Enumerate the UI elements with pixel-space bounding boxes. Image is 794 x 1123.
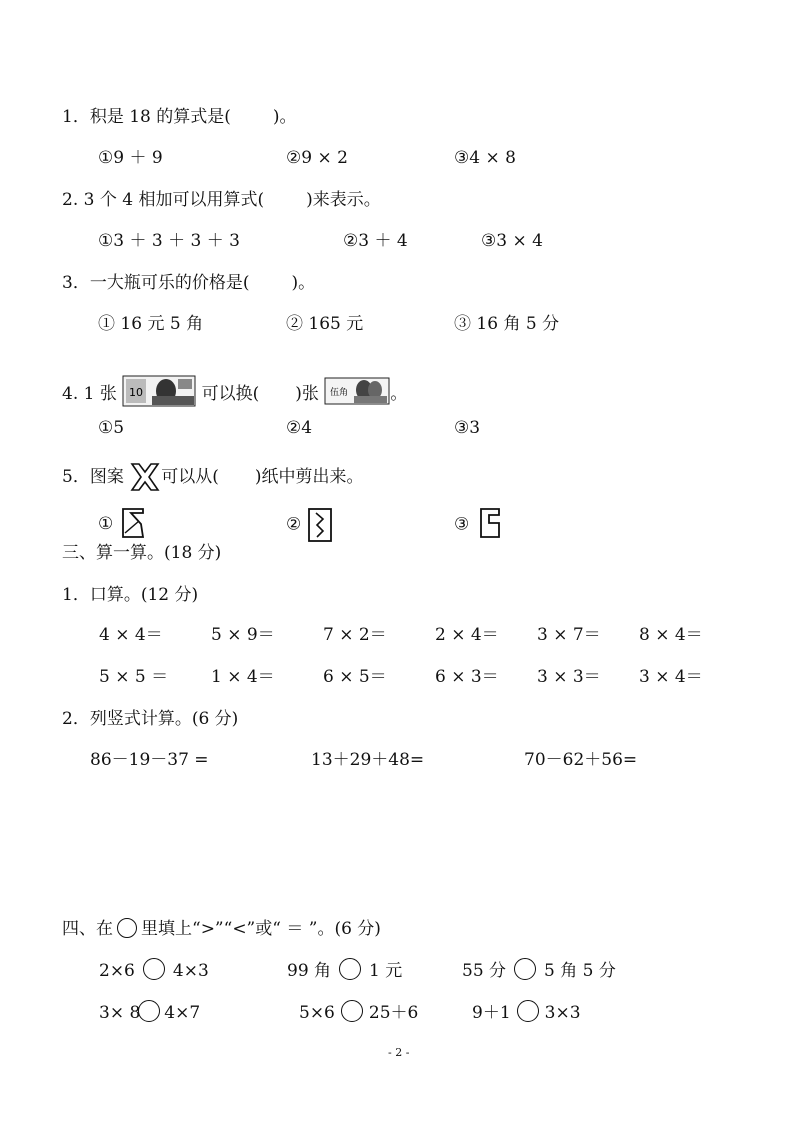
fold-shape-3-icon: [475, 507, 503, 543]
q1-option-1[interactable]: ①9 ＋ 9: [98, 148, 163, 168]
q3-option-2[interactable]: ② 165 元: [286, 314, 364, 334]
vertical-calc-item: 70－62＋56=: [524, 750, 638, 770]
circle-icon: [117, 918, 137, 938]
question-5-text-b: 可以从(: [161, 467, 219, 487]
oral-calc-item: 2 × 4＝: [435, 625, 499, 645]
section-3-title: 三、算一算。(18 分): [62, 543, 222, 563]
q5-option-1[interactable]: [98, 507, 147, 542]
section-4-title-b: 里填上“>”“<”或“ ＝ ”。(6 分): [141, 919, 381, 939]
oral-calc-item: 6 × 3＝: [435, 667, 499, 687]
ten-yuan-banknote-image: [122, 374, 196, 415]
question-4-text-b: 可以换(: [201, 384, 260, 404]
question-4-text-a: 4. 1 张: [62, 384, 117, 404]
compare-left: 2×6: [99, 961, 135, 981]
five-jiao-banknote-image: [324, 376, 390, 413]
vertical-calc-item: 13＋29＋48=: [311, 750, 425, 770]
oral-calc-item: 4 × 4＝: [99, 625, 163, 645]
section-4-title: [62, 917, 381, 941]
compare-left: 9＋1: [472, 1003, 511, 1023]
compare-circle-input[interactable]: [517, 1000, 539, 1022]
question-5-text-c: )纸中剪出来。: [254, 467, 364, 487]
compare-left: 3× 8: [99, 1003, 141, 1023]
compare-circle-input[interactable]: [341, 1000, 363, 1022]
compare-right: 1 元: [369, 961, 403, 981]
fold-shape-2-icon: [307, 507, 333, 543]
compare-circle-input[interactable]: [138, 1000, 160, 1022]
q4-option-3[interactable]: ③3: [454, 418, 481, 438]
question-3-text-a: 3．一大瓶可乐的价格是(: [62, 273, 250, 293]
question-1-stem: [62, 105, 297, 129]
question-4-text-d: 。: [390, 384, 408, 404]
oral-calc-item: 7 × 2＝: [323, 625, 387, 645]
q5-option-3-label: ③: [454, 514, 470, 535]
fold-shape-1-icon: [119, 507, 147, 542]
oral-calc-item: 6 × 5＝: [323, 667, 387, 687]
question-2-text-a: 2. 3 个 4 相加可以用算式(: [62, 190, 265, 210]
q5-option-2[interactable]: [286, 507, 333, 543]
question-1-text-b: )。: [272, 107, 297, 127]
compare-left: 5×6: [299, 1003, 335, 1023]
compare-circle-input[interactable]: [514, 958, 536, 980]
question-2-stem: [62, 188, 381, 212]
bill-five-label: 伍角: [330, 388, 349, 398]
q1-option-3[interactable]: ③4 × 8: [454, 148, 516, 168]
q2-option-2[interactable]: ②3 ＋ 4: [343, 231, 408, 251]
compare-item: [99, 958, 209, 983]
cross-pattern-icon: [129, 462, 161, 493]
q4-option-1[interactable]: ①5: [98, 418, 125, 438]
oral-calc-item: 3 × 4＝: [639, 667, 703, 687]
q5-option-3[interactable]: [454, 507, 503, 543]
compare-right: 4×7: [164, 1003, 201, 1023]
compare-item: [472, 1000, 581, 1025]
oral-calc-item: 1 × 4＝: [211, 667, 275, 687]
q5-option-1-label: ①: [98, 514, 114, 534]
q5-option-2-label: ②: [286, 514, 302, 535]
question-3-stem: [62, 271, 315, 295]
compare-right: 5 角 5 分: [544, 961, 616, 981]
question-2-text-b: )来表示。: [306, 190, 381, 210]
question-1-text-a: 1．积是 18 的算式是(: [62, 107, 231, 127]
q2-option-1[interactable]: ①3 ＋ 3 ＋ 3 ＋ 3: [98, 231, 240, 251]
q2-option-3[interactable]: ③3 × 4: [481, 231, 543, 251]
compare-right: 3×3: [544, 1003, 581, 1023]
compare-item: [287, 958, 402, 983]
compare-right: 25＋6: [368, 1003, 419, 1023]
s3-q2-title: 2．列竖式计算。(6 分): [62, 709, 239, 729]
question-4-text-c: )张: [295, 384, 319, 404]
s3-q1-title: 1．口算。(12 分): [62, 585, 199, 605]
compare-item: [99, 1000, 200, 1025]
compare-item: [299, 1000, 418, 1025]
oral-calc-item: 8 × 4＝: [639, 625, 703, 645]
compare-item: [462, 958, 616, 983]
compare-circle-input[interactable]: [143, 958, 165, 980]
oral-calc-item: 5 × 5 ＝: [99, 667, 169, 687]
bill-ten-label: 10: [129, 386, 144, 399]
compare-left: 55 分: [462, 961, 507, 981]
q4-option-2[interactable]: ②4: [286, 418, 313, 438]
oral-calc-item: 3 × 7＝: [537, 625, 601, 645]
page-number: - 2 -: [388, 1046, 410, 1059]
compare-circle-input[interactable]: [339, 958, 361, 980]
oral-calc-item: 3 × 3＝: [537, 667, 601, 687]
oral-calc-item: 5 × 9＝: [211, 625, 275, 645]
compare-left: 99 角: [287, 961, 332, 981]
question-3-text-b: )。: [291, 273, 316, 293]
question-5-stem: [62, 462, 364, 493]
question-5-text-a: 5．图案: [62, 467, 124, 487]
q3-option-1[interactable]: ① 16 元 5 角: [98, 314, 204, 334]
question-4-stem: [62, 374, 407, 415]
compare-right: 4×3: [172, 961, 209, 981]
section-4-title-a: 四、在: [62, 919, 113, 939]
q1-option-2[interactable]: ②9 × 2: [286, 148, 348, 168]
q3-option-3[interactable]: ③ 16 角 5 分: [454, 314, 560, 334]
vertical-calc-item: 86－19－37 =: [90, 750, 209, 770]
